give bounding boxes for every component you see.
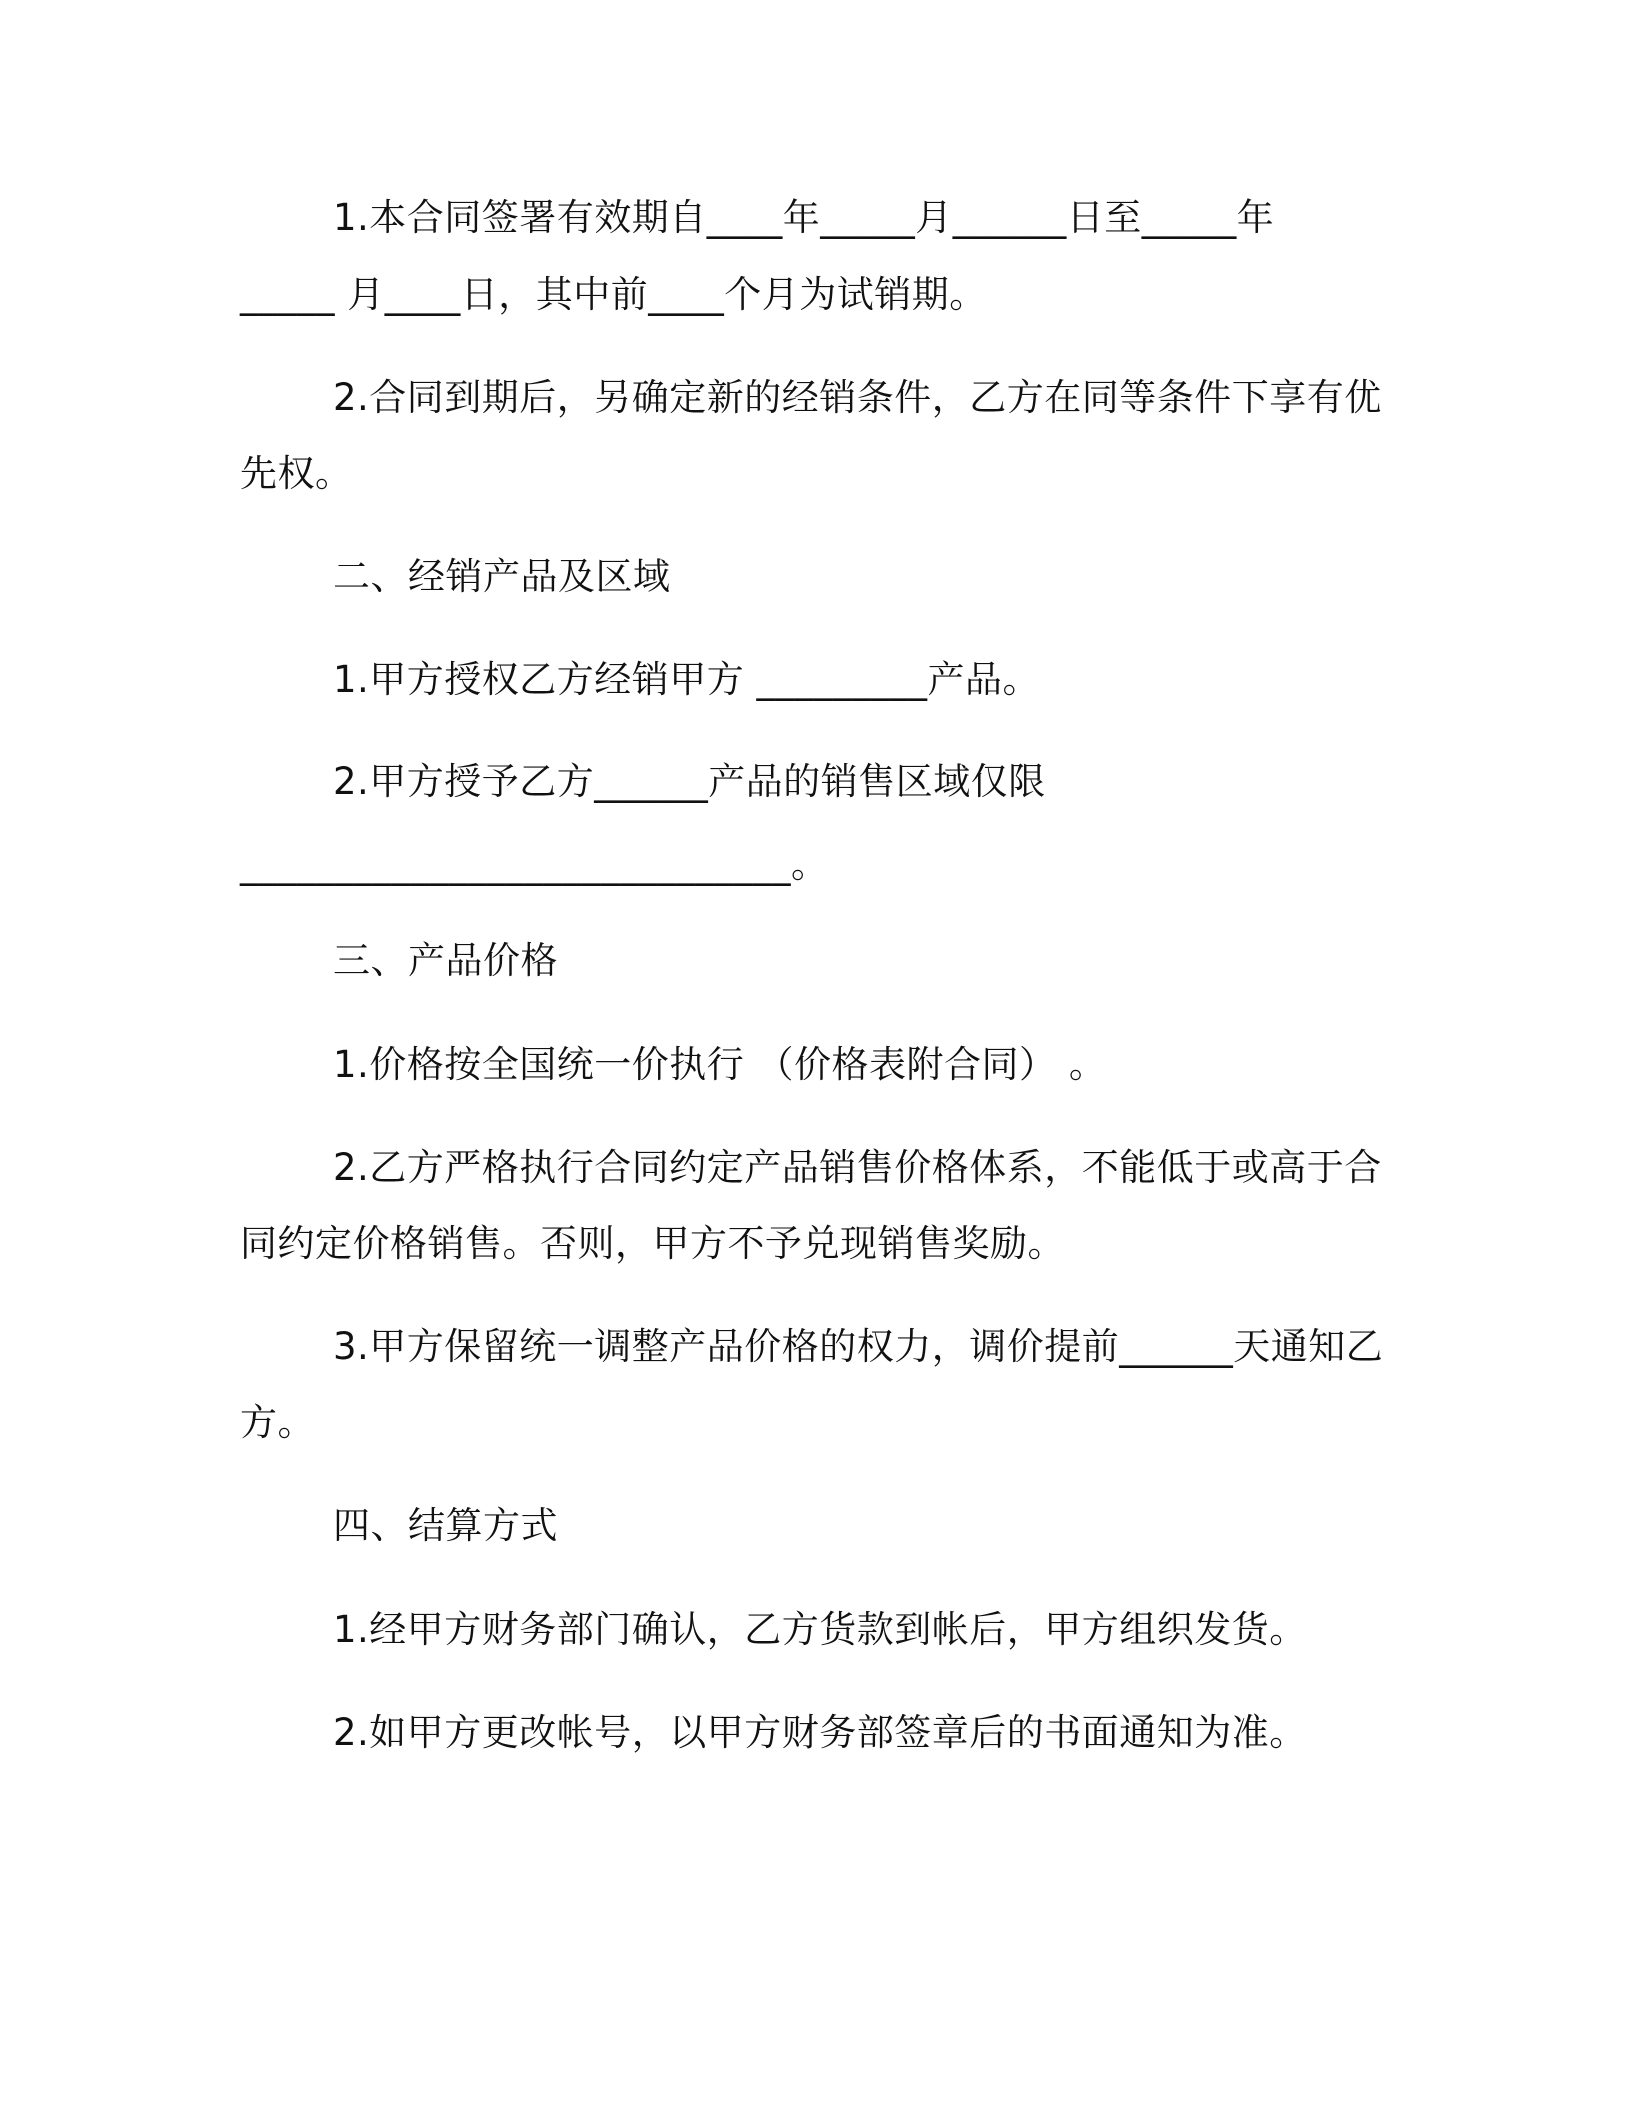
clause-uniform-price: 1.价格按全国统一价执行 （价格表附合同） 。 — [333, 1043, 1107, 1086]
clause-price-system-line-1: 2.乙方严格执行合同约定产品销售价格体系，不能低于或高于合 — [333, 1146, 1382, 1189]
clause-sales-region-line-2: _____________________________。 — [240, 843, 829, 886]
clause-price-system-line-2: 同约定价格销售。否则，甲方不予兑现销售奖励。 — [240, 1222, 1065, 1265]
clause-authorized-product: 1.甲方授权乙方经销甲方 _________产品。 — [333, 658, 1041, 701]
clause-payment-confirmation: 1.经甲方财务部门确认，乙方货款到帐后，甲方组织发货。 — [333, 1608, 1307, 1651]
section-heading-settlement: 四、结算方式 — [333, 1504, 558, 1547]
clause-price-adjustment-line-1: 3.甲方保留统一调整产品价格的权力，调价提前______天通知乙 — [333, 1325, 1384, 1368]
section-heading-product-price: 三、产品价格 — [333, 939, 558, 982]
clause-account-change: 2.如甲方更改帐号，以甲方财务部签章后的书面通知为准。 — [333, 1711, 1307, 1754]
clause-renewal-line-2: 先权。 — [240, 452, 353, 495]
clause-renewal-line-1: 2.合同到期后，另确定新的经销条件，乙方在同等条件下享有优 — [333, 376, 1382, 419]
section-heading-products-region: 二、经销产品及区域 — [333, 555, 671, 598]
clause-term-period-line-2: _____ 月____日，其中前____个月为试销期。 — [240, 273, 987, 316]
clause-term-period-line-1: 1.本合同签署有效期自____年_____月______日至_____年 — [333, 196, 1275, 239]
clause-price-adjustment-line-2: 方。 — [240, 1401, 315, 1444]
clause-sales-region-line-1: 2.甲方授予乙方______产品的销售区域仅限 — [333, 760, 1046, 803]
